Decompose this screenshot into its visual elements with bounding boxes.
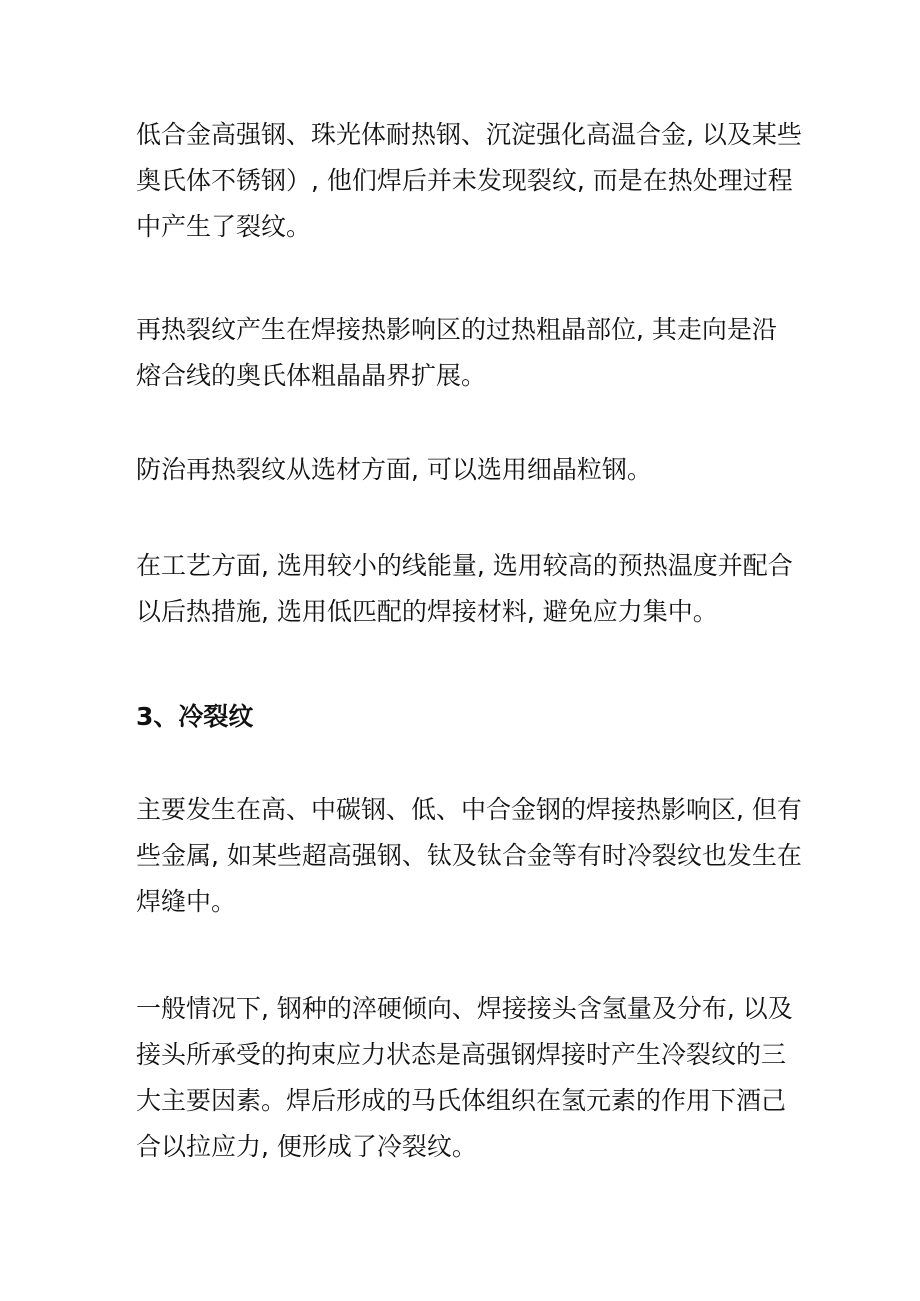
text-line: 熔合线的奥氏体粗晶晶界扩展。 bbox=[136, 361, 487, 390]
paragraph-5 bbox=[136, 787, 802, 925]
section-heading: 3、冷裂纹 bbox=[136, 702, 254, 731]
paragraph-2 bbox=[136, 307, 792, 399]
text-line: 低合金高强钢、珠光体耐热钢、沉淀强化高温合金, 以及某些 bbox=[136, 120, 802, 149]
text-line: 中产生了裂纹。 bbox=[136, 212, 312, 241]
text-line: 接头所承受的拘束应力状态是高强钢焊接时产生冷裂纹的三 bbox=[136, 1040, 787, 1069]
text-line: 些金属, 如某些超高强钢、钛及钛合金等有时冷裂纹也发生在 bbox=[136, 841, 802, 870]
text-line: 在工艺方面, 选用较小的线能量, 选用较高的预热温度并配合 bbox=[136, 551, 793, 580]
text-line: 焊缝中。 bbox=[136, 887, 237, 916]
text-line: 以后热措施, 选用低匹配的焊接材料, 避免应力集中。 bbox=[136, 597, 718, 626]
text-line: 合以拉应力, 便形成了冷裂纹。 bbox=[136, 1132, 477, 1161]
paragraph-3 bbox=[136, 447, 792, 493]
text-line: 再热裂纹产生在焊接热影响区的过热粗晶部位, 其走向是沿 bbox=[136, 315, 777, 344]
paragraph-4 bbox=[136, 543, 792, 635]
text-line: 奥氏体不锈钢）, 他们焊后并未发现裂纹, 而是在热处理过程 bbox=[136, 166, 793, 195]
text-line: 防治再热裂纹从选材方面, 可以选用细晶粒钢。 bbox=[136, 455, 652, 484]
paragraph-6 bbox=[136, 986, 792, 1170]
text-line: 大主要因素。焊后形成的马氏体组织在氢元素的作用下酒己 bbox=[136, 1086, 787, 1115]
text-line: 一般情况下, 钢种的淬硬倾向、焊接接头含氢量及分布, 以及 bbox=[136, 994, 793, 1023]
paragraph-1 bbox=[136, 112, 802, 250]
text-line: 主要发生在高、中碳钢、低、中合金钢的焊接热影响区, 但有 bbox=[136, 795, 802, 824]
